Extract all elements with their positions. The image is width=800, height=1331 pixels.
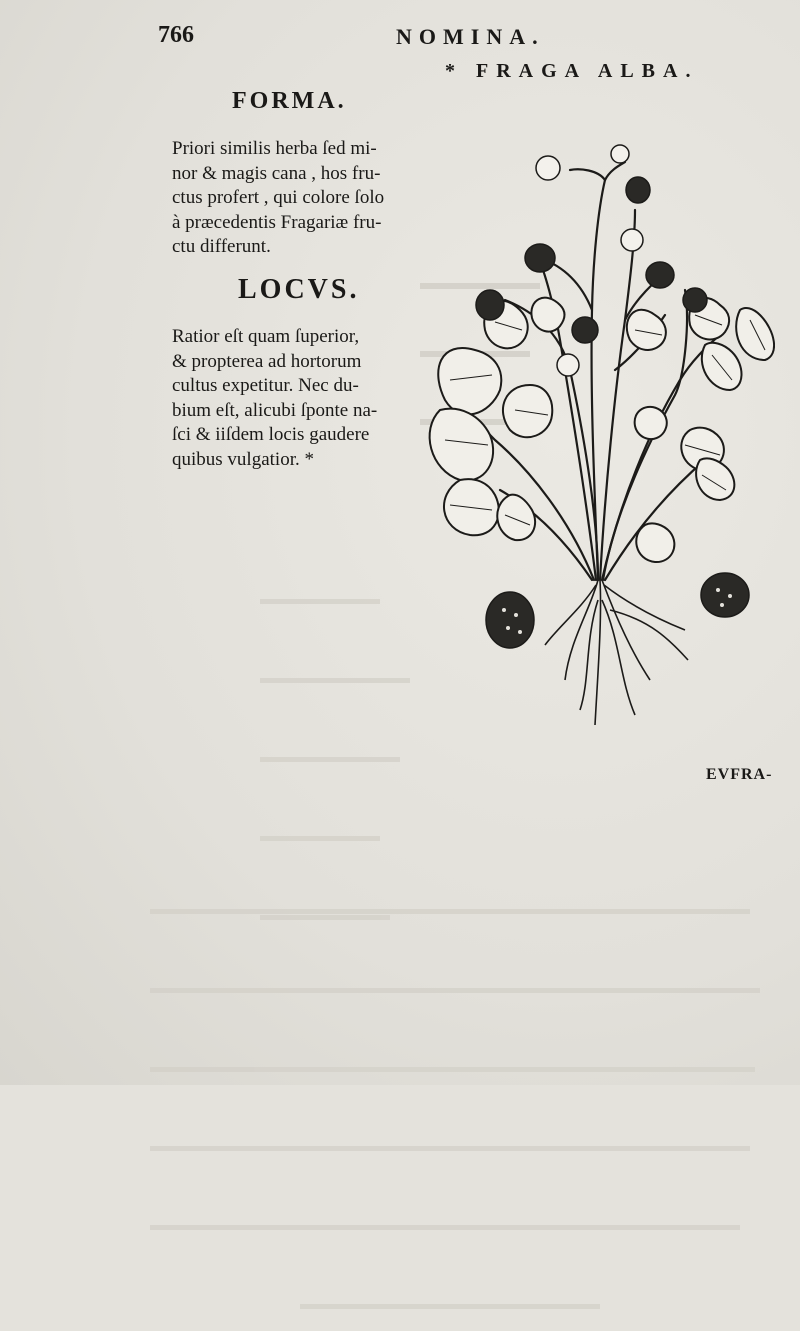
plant-title: * FRAGA ALBA.: [445, 60, 699, 82]
forma-line: Priori similis herba ſed mi-: [172, 138, 377, 159]
leaf-icon: [430, 298, 774, 562]
locus-line: & propterea ad hortorum: [172, 350, 362, 372]
bleed-through-block-mid: [260, 540, 410, 957]
forma-line: nor & magis cana , hos fru-: [172, 162, 381, 184]
forma-paragraph: [172, 137, 396, 260]
locus-line: bium eſt, alicubi ſponte na-: [172, 399, 378, 421]
locus-line: cultus expetitur. Nec du-: [172, 375, 359, 396]
locus-line: quibus vulgatior. *: [172, 448, 314, 470]
forma-line: à præcedentis Fragariæ fru-: [172, 211, 382, 233]
bleed-through-block-lower: [150, 850, 760, 1331]
strawberry-plant-illustration: [420, 140, 775, 735]
forma-line: ctu differunt.: [172, 236, 271, 257]
catchword: EVFRA-: [706, 766, 773, 783]
locus-paragraph: [172, 325, 408, 472]
roots-icon: [545, 580, 688, 725]
locus-line: Ratior eſt quam ſuperior,: [172, 326, 360, 347]
locus-line: ſci & iiſdem locis gaudere: [172, 424, 370, 445]
page-number: 766: [158, 22, 194, 48]
running-head: NOMINA.: [396, 24, 545, 49]
forma-line: ctus profert , qui colore ſolo: [172, 187, 385, 208]
section-heading-forma: FORMA.: [232, 88, 347, 114]
section-heading-locus: LOCVS.: [238, 274, 360, 305]
